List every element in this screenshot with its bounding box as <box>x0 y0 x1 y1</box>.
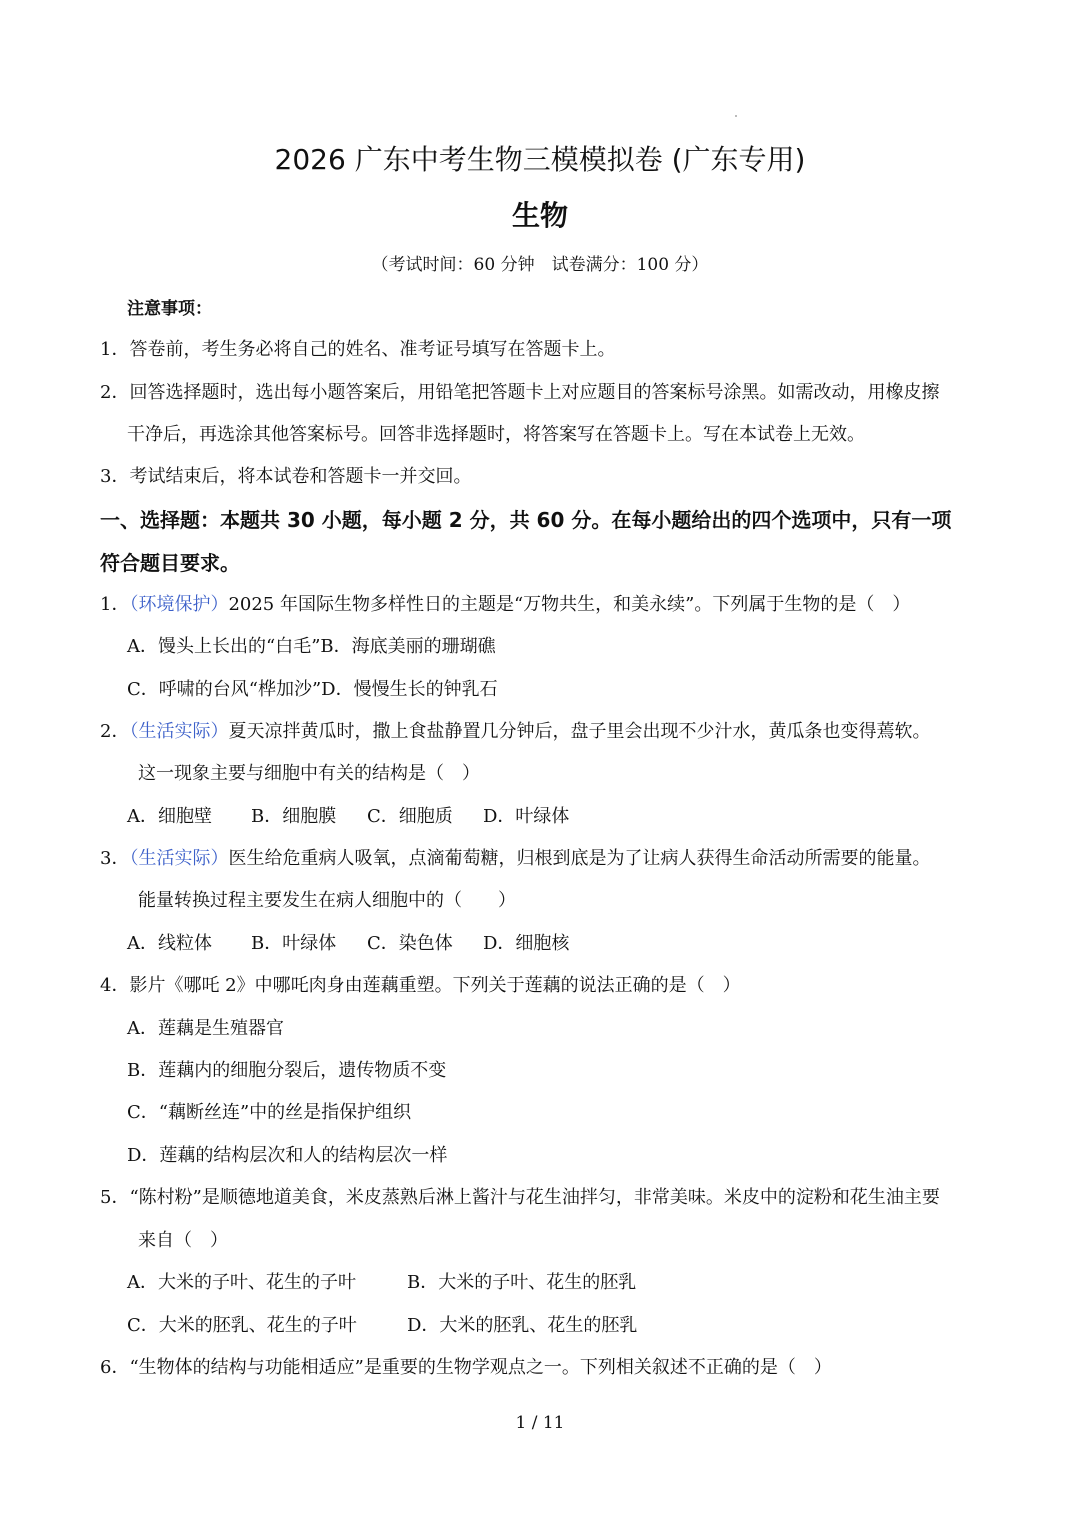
option-a: A．莲藕是生殖器官 <box>127 1018 284 1039</box>
question-3-options <box>127 931 569 957</box>
option-c: C．“藕断丝连”中的丝是指保护组织 <box>127 1102 412 1123</box>
option-a: A．细胞壁 <box>127 806 212 827</box>
question-stem: “陈村粉”是顺德地道美食，米皮蒸熟后淋上酱汁与花生油拌匀，非常美味。米皮中的淀粉和花生油主要 <box>129 1187 940 1208</box>
notice-item-2-cont: 干净后，再选涂其他答案标号。回答非选择题时，将答案写在答题卡上。写在本试卷上无效。 <box>127 424 865 445</box>
option-d: D．细胞核 <box>483 933 570 954</box>
question-2-options <box>127 804 569 830</box>
section-heading-cont: 符合题目要求。 <box>100 551 240 575</box>
question-1-options-row1: A．馒头上长出的“白毛”B．海底美丽的珊瑚礁 <box>127 636 496 657</box>
question-stem: 影片《哪吒 2》中哪吒肉身由莲藕重塑。下列关于莲藕的说法正确的是（ ） <box>129 975 741 996</box>
question-tag: （环境保护） <box>129 594 229 615</box>
question-number: 3． <box>100 848 130 869</box>
question-stem: 2025 年国际生物多样性日的主题是“万物共生，和美永续”。下列属于生物的是（ ） <box>228 594 911 615</box>
question-3 <box>100 846 930 872</box>
question-5-stem-cont: 来自（ ） <box>138 1230 228 1251</box>
exam-title: 2026 广东中考生物三模模拟卷 (广东专用) <box>274 143 806 176</box>
question-number: 6． <box>100 1357 130 1378</box>
question-1-options-row2: C．呼啸的台风“桦加沙”D．慢慢生长的钟乳石 <box>127 679 498 700</box>
notice-item-1: 1．答卷前，考生务必将自己的姓名、准考证号填写在答题卡上。 <box>100 339 616 360</box>
option-d: D．叶绿体 <box>483 806 570 827</box>
option-c: C．大米的胚乳、花生的子叶 <box>127 1315 357 1336</box>
option-a: A．线粒体 <box>127 933 212 954</box>
question-number: 5． <box>100 1187 130 1208</box>
question-2-stem-cont: 这一现象主要与细胞中有关的结构是（ ） <box>138 763 480 784</box>
question-5 <box>100 1185 940 1211</box>
option-d: D．大米的胚乳、花生的胚乳 <box>407 1315 638 1336</box>
option-b: B．莲藕内的细胞分裂后，遗传物质不变 <box>127 1060 447 1081</box>
question-tag: （生活实际） <box>129 721 229 742</box>
option-b: B．大米的子叶、花生的胚乳 <box>407 1272 637 1293</box>
question-2 <box>100 719 930 745</box>
question-5-options-row1 <box>127 1270 636 1296</box>
question-stem: 医生给危重病人吸氧，点滴葡萄糖，归根到底是为了让病人获得生命活动所需要的能量。 <box>228 848 931 869</box>
option-a: A．大米的子叶、花生的子叶 <box>127 1272 356 1293</box>
question-stem: 夏天凉拌黄瓜时，撒上食盐静置几分钟后，盘子里会出现不少汁水，黄瓜条也变得蔫软。 <box>228 721 931 742</box>
question-6 <box>100 1355 832 1381</box>
section-heading: 一、选择题：本题共 30 小题，每小题 2 分，共 60 分。在每小题给出的四个选项中，只有一项 <box>100 508 952 532</box>
option-b: B．细胞膜 <box>251 806 337 827</box>
question-number: 1． <box>100 594 130 615</box>
exam-info: （考试时间：60 分钟 试卷满分：100 分） <box>371 255 709 275</box>
question-tag: （生活实际） <box>129 848 229 869</box>
option-d: D．莲藕的结构层次和人的结构层次一样 <box>127 1145 448 1166</box>
question-3-stem-cont: 能量转换过程主要发生在病人细胞中的（ ） <box>138 890 516 911</box>
page-number: 1 / 11 <box>515 1413 565 1433</box>
notice-item-3: 3．考试结束后，将本试卷和答题卡一并交回。 <box>100 466 472 487</box>
option-c: C．细胞质 <box>367 806 453 827</box>
question-stem: “生物体的结构与功能相适应”是重要的生物学观点之一。下列相关叙述不正确的是（ ） <box>129 1357 832 1378</box>
question-4 <box>100 973 741 999</box>
question-5-options-row2 <box>127 1313 637 1339</box>
notice-heading: 注意事项： <box>127 299 212 319</box>
subject-title: 生物 <box>511 199 568 232</box>
question-1 <box>100 592 910 618</box>
option-b: B．叶绿体 <box>251 933 337 954</box>
option-c: C．染色体 <box>367 933 453 954</box>
question-number: 2． <box>100 721 130 742</box>
speck <box>735 115 737 117</box>
notice-item-2: 2．回答选择题时，选出每小题答案后，用铅笔把答题卡上对应题目的答案标号涂黑。如需改动，用橡皮擦 <box>100 382 940 403</box>
question-number: 4． <box>100 975 130 996</box>
